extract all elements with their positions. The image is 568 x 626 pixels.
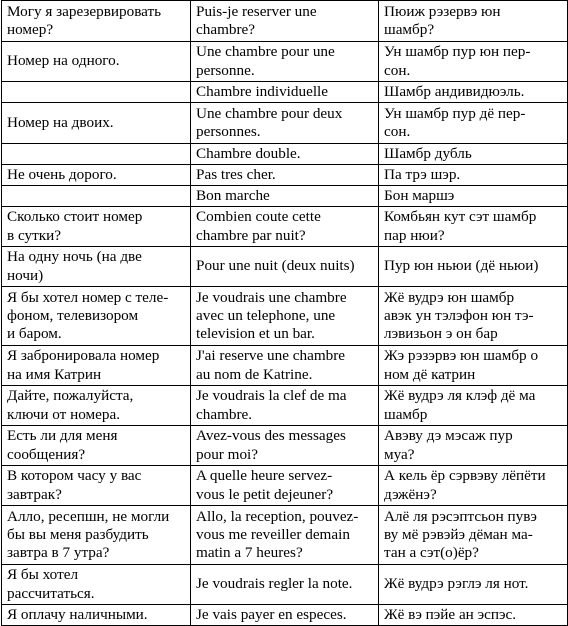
russian-cell: Не очень дорого. — [2, 165, 191, 186]
russian-cell: Сколько стоит номер в сутки? — [2, 207, 191, 247]
table-row — [2, 605, 568, 626]
russian-cell — [2, 186, 191, 207]
table-row — [2, 207, 568, 247]
russian-cell: Я бы хотел номер с теле- фоном, телевизором и баром. — [2, 287, 191, 346]
russian-cell: Алло, ресепшн, не могли бы вы меня разбудить завтра в 7 утра? — [2, 506, 191, 565]
russian-cell: Могу я зарезервировать номер? — [2, 1, 191, 42]
french-cell: Je voudrais regler la note. — [191, 565, 379, 605]
table-row — [2, 346, 568, 386]
french-cell: Une chambre pour deux personnes. — [191, 103, 379, 144]
table-row — [2, 247, 568, 287]
french-cell: Pour une nuit (deux nuits) — [191, 247, 379, 287]
french-cell: Chambre individuelle — [191, 82, 379, 103]
table-row — [2, 386, 568, 426]
table-row — [2, 165, 568, 186]
table-row — [2, 186, 568, 207]
russian-cell: Есть ли для меня сообщения? — [2, 426, 191, 466]
transcription-cell: Жё вудрэ юн шамбр авэк ун тэлэфон юн тэ- лэвизьон э он бар — [379, 287, 568, 346]
russian-cell — [2, 144, 191, 165]
table-row — [2, 144, 568, 165]
russian-cell: В котором часу у вас завтрак? — [2, 466, 191, 506]
transcription-cell: Пур юн ньюи (дё ньюи) — [379, 247, 568, 287]
transcription-cell: Ун шамбр пур дё пер- сон. — [379, 103, 568, 144]
transcription-cell: Па трэ шэр. — [379, 165, 568, 186]
transcription-cell: Ун шамбр пур юн пер- сон. — [379, 42, 568, 82]
phrasebook-table — [1, 0, 568, 626]
transcription-cell: Авэву дэ мэсаж пур муа? — [379, 426, 568, 466]
russian-cell: Я оплачу наличными. — [2, 605, 191, 626]
french-cell: Allo, la reception, pouvez- vous me reveiller demain matin a 7 heures? — [191, 506, 379, 565]
transcription-cell: Пюиж рэзервэ юн шамбр? — [379, 1, 568, 42]
french-cell: Pas tres cher. — [191, 165, 379, 186]
table-row — [2, 1, 568, 42]
table-row — [2, 287, 568, 346]
transcription-cell: Жё вудрэ рэглэ ля нот. — [379, 565, 568, 605]
table-row — [2, 82, 568, 103]
french-cell: J'ai reserve une chambre au nom de Katrine. — [191, 346, 379, 386]
transcription-cell: Жэ рэзэрвэ юн шамбр о ном дё катрин — [379, 346, 568, 386]
table-row — [2, 506, 568, 565]
french-cell: Une chambre pour une personne. — [191, 42, 379, 82]
transcription-cell: Жё вэ пэйе ан эспэс. — [379, 605, 568, 626]
table-row — [2, 466, 568, 506]
french-cell: Chambre double. — [191, 144, 379, 165]
french-cell: Je voudrais la clef de ma chambre. — [191, 386, 379, 426]
french-cell: Avez-vous des messages pour moi? — [191, 426, 379, 466]
russian-cell: Номер на одного. — [2, 42, 191, 82]
french-cell: A quelle heure servez- vous le petit dejeuner? — [191, 466, 379, 506]
russian-cell: Я забронировала номер на имя Катрин — [2, 346, 191, 386]
french-cell: Combien coute cette chambre par nuit? — [191, 207, 379, 247]
russian-cell: Номер на двоих. — [2, 103, 191, 144]
transcription-cell: А кель ёр сэрвэву лёпёти дэжёнэ? — [379, 466, 568, 506]
russian-cell — [2, 82, 191, 103]
table-row — [2, 42, 568, 82]
french-cell: Je voudrais une chambre avec un telephone, une television et un bar. — [191, 287, 379, 346]
french-cell: Je vais payer en especes. — [191, 605, 379, 626]
russian-cell: Я бы хотел рассчитаться. — [2, 565, 191, 605]
table-row — [2, 426, 568, 466]
transcription-cell: Жё вудрэ ля клэф дё ма шамбр — [379, 386, 568, 426]
french-cell: Bon marche — [191, 186, 379, 207]
table-row — [2, 565, 568, 605]
table-row — [2, 103, 568, 144]
russian-cell: На одну ночь (на две ночи) — [2, 247, 191, 287]
transcription-cell: Шамбр дубль — [379, 144, 568, 165]
transcription-cell: Алё ля рэсэптсьон пувэ ву мё рэвэйэ дёман ма- тан а сэт(о)ёр? — [379, 506, 568, 565]
russian-cell: Дайте, пожалуйста, ключи от номера. — [2, 386, 191, 426]
transcription-cell: Шамбр андивидюэль. — [379, 82, 568, 103]
french-cell: Puis-je reserver une chambre? — [191, 1, 379, 42]
transcription-cell: Бон маршэ — [379, 186, 568, 207]
transcription-cell: Комбьян кут сэт шамбр пар нюи? — [379, 207, 568, 247]
